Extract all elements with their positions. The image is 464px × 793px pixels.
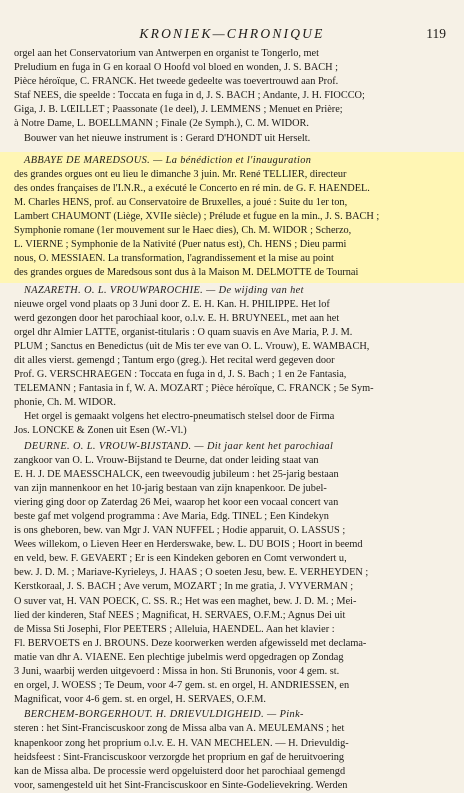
text-line: lied der kinderen, Staf NEES ; Magnificat, H. SERVAES, O.F.M.; Agnus Dei uit (14, 609, 346, 621)
text-line: kan de Missa alba. De processie werd opgeluisterd door het parochiaal gemengd (14, 765, 346, 777)
text-line: en orgel, J. WOESS ; Te Deum, voor 4-7 gem. st. en orgel, H. ANDRIESSEN, en (14, 680, 350, 692)
text-line: PLUM ; Sanctus en Benedictus (uit de Mis ter eve van O. L. Vrouw), E. WAMBACH, (14, 340, 370, 352)
text-line: nous, O. MESSIAEN. La transformation, l'agrandissement et la mise au point (14, 253, 334, 265)
text-line: Prof. G. VERSCHRAEGEN : Toccata en fuga in d, J. S. Bach ; 1 en 2e Fantasia, (14, 369, 347, 381)
section-deurne (14, 440, 450, 708)
text-line: viering ging door op Zaterdag 26 Mei, waarop het koor een vocaal concert van (14, 496, 339, 508)
text-line: orgel aan het Conservatorium van Antwerpen en organist te Tongerlo, met (14, 48, 319, 59)
text-line: steren : het Sint-Franciscuskoor zong de Missa alba van A. MEULEMANS ; het (14, 723, 345, 735)
text-line: bew. J. D. M. ; Mariave-Kyrieleys, J. HAAS ; O soeten Jesu, bew. E. VERHEYDEN ; (14, 567, 369, 579)
text-line: L. VIERNE ; Symphonie de la Nativité (Puer natus est), Ch. HENS ; Dieu parmi (14, 239, 347, 251)
text-line: en veld, bew. F. GEVAERT ; Er is een Kindeken geboren en Comt verwondert u, (14, 553, 347, 565)
text-line: Magnificat, voor 4-6 gem. st. en orgel, H. SERVAES, O.F.M. (14, 694, 266, 706)
text-line: M. Charles HENS, prof. au Conservatoire de Bruxelles, a joué : Suite du 1er ton, (14, 196, 348, 208)
text-line: Jos. LONCKE & Zonen uit Esen (W.-Vl.) (14, 425, 187, 437)
text-line: Preludium en fuga in G en koraal O Hoofd vol bloed en wonden, J. S. BACH ; (14, 62, 339, 74)
text-line: Lambert CHAUMONT (Liège, XVIIe siècle) ; Prélude et fugue en la min., J. S. BACH ; (14, 211, 380, 223)
section-heading-nazareth: NAZARETH. O. L. VROUWPAROCHIE. — De wijding van het (24, 284, 304, 296)
text-line: orgel dhr Almier LATTE, organist-titularis : O quam suavis en Ave Maria, P. J. M. (14, 326, 353, 338)
text-line: voor, samengesteld uit het Sint-Franciscuskoor en Sinte-Godelievekring. Werden (14, 779, 348, 791)
text-line: 3 Juni, waarbij werden uitgevoerd : Missa in hon. Sti Brunonis, voor 4 gem. st. (14, 666, 340, 678)
section-heading-maredsous: ABBAYE DE MAREDSOUS. — La bénédiction et l'inauguration (24, 154, 312, 166)
text-line: des ondes françaises de l'I.N.R., a exécuté le Concerto en ré min. de G. F. HAENDEL. (14, 182, 370, 194)
body-text (14, 47, 450, 793)
text-line: Het orgel is gemaakt volgens het electro-pneumatisch stelsel door de Firma (24, 411, 335, 423)
section-heading-berchem: BERCHEM-BORGERHOUT. H. DRIEVULDIGHEID. — Pink- (24, 709, 304, 721)
text-line: Bouwer van het nieuwe instrument is : Gerard D'HONDT uit Herselt. (24, 132, 311, 144)
section-heading-deurne: DEURNE. O. L. VROUW-BIJSTAND. — Dit jaar kent het parochiaal (24, 440, 334, 452)
text-line: Wees willekom, o Lieven Heer en Herderswake, bew. L. DU BOIS ; Hoort in beemd (14, 539, 363, 551)
text-line: is ons gheboren, bew. van Mgr J. VAN NUFFEL ; Hodie apparuit, O. LASSUS ; (14, 525, 346, 537)
running-title: KRONIEK—CHRONIQUE (139, 26, 325, 41)
text-line: Kerstkoraal, J. S. BACH ; Ave verum, MOZART ; In me gratia, J. VYVERMAN ; (14, 581, 354, 593)
text-line: phonie, Ch. M. WIDOR. (14, 397, 116, 409)
section-berchem (14, 708, 450, 793)
text-line: E. H. J. DE MAESSCHALCK, een tweevoudig jubileum : het 25-jarig bestaan (14, 468, 339, 480)
page-number: 119 (426, 26, 446, 41)
text-line: zangkoor van O. L. Vrouw-Bijstand te Deurne, dat onder leiding staat van (14, 454, 319, 466)
text-line: knapenkoor zong het proprium o.l.v. E. H. VAN MECHELEN. — H. Drievuldig- (14, 737, 349, 749)
section-maredsous-highlighted (0, 152, 464, 283)
text-line: Giga, J. B. LŒILLET ; Paassonate (1e deel), J. LEMMENS ; Menuet en Prière; (14, 104, 343, 116)
section-tongerlo-concert (14, 47, 450, 146)
text-line: werd gezongen door het parochiaal koor, o.l.v. E. H. BRUYNEEL, met aan het (14, 312, 340, 324)
text-line: à Notre Dame, L. BOELLMANN ; Finale (2e Symph.), C. M. WIDOR. (14, 118, 309, 130)
text-line: heidsfeest : Sint-Franciscuskoor verzorgde het proprium en gaf de heruitvoering (14, 751, 345, 763)
text-line: beste gaf met volgend programma : Ave Maria, Edg. TINEL ; Een Kindekyn (14, 511, 329, 522)
text-line: des grandes orgues de Maredsous sont dus à la Maison M. DELMOTTE de Tournai (14, 267, 359, 279)
section-nazareth (14, 284, 450, 439)
text-line: Pièce héroïque, C. FRANCK. Het tweede gedeelte was toevertrouwd aan Prof. (14, 76, 339, 88)
text-line: nieuwe orgel vond plaats op 3 Juni door Z. E. H. Kan. H. PHILIPPE. Het lof (14, 298, 330, 310)
text-line: dit alles vierst. gemengd ; Tantum ergo (greg.). Het recital werd gegeven door (14, 354, 335, 366)
text-line: Symphonie romane (1er mouvement sur le Haec dies), Ch. M. WIDOR ; Scherzo, (14, 225, 352, 237)
text-line: O suver vat, H. VAN POECK, C. SS. R.; Het was een maghet, bew. J. D. M. ; Mei- (14, 595, 357, 607)
text-line: Fl. BERVOETS en J. BROUNS. Deze koorwerken werden afgewisseld met declama- (14, 637, 367, 649)
text-line: matie van dhr A. VIAENE. Een plechtige jubelmis werd opgedragen op Zondag (14, 651, 344, 663)
text-line: de Missa Sti Josephi, Flor PEETERS ; Alleluia, HAENDEL. Aan het klavier : (14, 623, 335, 635)
running-header (14, 0, 450, 46)
text-line: TELEMANN ; Fantasia in f, W. A. MOZART ; Pièce héroïque, C. FRANCK ; 5e Sym- (14, 383, 374, 395)
text-line: Staf NEES, die speelde : Toccata en fuga in d, J. S. BACH ; Andante, J. H. FIOCCO; (14, 90, 365, 102)
text-line: van zijn mannenkoor en het 10-jarig bestaan van zijn knapenkoor. De jubel- (14, 482, 327, 494)
text-line: des grandes orgues ont eu lieu le dimanche 3 juin. Mr. René TELLIER, directeur (14, 168, 347, 180)
